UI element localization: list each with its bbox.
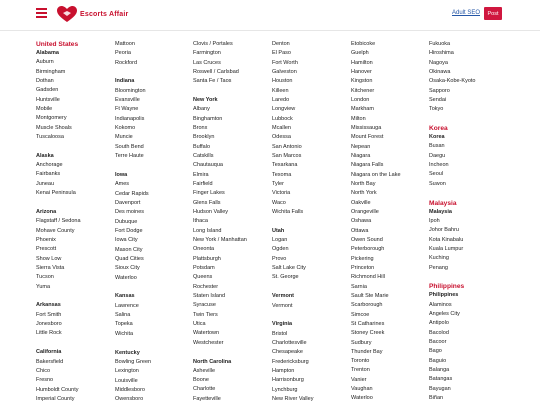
directory-column [36, 40, 114, 405]
region-section [429, 282, 507, 403]
city-link[interactable]: Sendai [429, 96, 447, 103]
city-link[interactable]: Fredericksburg [272, 358, 309, 365]
city-link[interactable]: Syracuse [193, 302, 216, 309]
region-section [272, 320, 350, 404]
city-link[interactable]: Chautauqua [193, 162, 223, 169]
city-link[interactable]: Watertown [193, 330, 220, 337]
region-section [351, 40, 429, 404]
city-link[interactable]: Wichita Falls [272, 208, 304, 215]
city-link[interactable]: Fairfield [193, 181, 213, 188]
region-section [193, 358, 271, 405]
region-section [429, 40, 507, 115]
city-link[interactable]: Bakersfield [36, 358, 64, 365]
city-link[interactable]: Niagara Falls [351, 162, 384, 169]
city-link[interactable]: Waterloo [115, 274, 137, 281]
city-link[interactable]: Bacolod [429, 329, 449, 336]
city-link[interactable]: Topeka [115, 321, 133, 328]
region-heading[interactable]: Malaysia [429, 208, 452, 215]
city-link[interactable]: Mount Forest [351, 134, 384, 141]
city-link[interactable]: Rockford [115, 59, 138, 66]
region-section [193, 40, 271, 87]
city-link[interactable]: Tucson [36, 274, 54, 281]
city-link[interactable]: Middlesboro [115, 386, 145, 393]
city-link[interactable]: Etobicoke [351, 41, 376, 47]
city-link[interactable]: Fukuoka [429, 41, 451, 47]
city-link[interactable]: Flagstaff / Sedona [36, 218, 81, 225]
city-link[interactable]: Kokomo [115, 125, 136, 132]
city-link[interactable]: Laredo [272, 96, 290, 103]
city-link[interactable]: Fort Worth [272, 59, 298, 66]
city-link[interactable]: Busan [429, 143, 445, 150]
city-link[interactable]: Logan [272, 237, 288, 244]
city-link[interactable]: Gadsden [36, 87, 59, 94]
city-link[interactable]: Ogden [272, 246, 289, 253]
city-link[interactable]: Incheon [429, 162, 449, 169]
logo-text: Escorts Affair [80, 10, 129, 18]
city-link[interactable]: St Catharines [351, 320, 385, 327]
city-link[interactable]: Richmond Hill [351, 274, 385, 281]
city-link[interactable]: Evansville [115, 97, 140, 104]
region-heading[interactable]: Alabama [36, 50, 59, 56]
header-divider [0, 30, 540, 31]
site-header [0, 0, 540, 30]
city-link[interactable]: Vermont [272, 302, 293, 309]
city-link[interactable]: Milton [351, 115, 366, 122]
directory-column [193, 40, 271, 405]
city-link[interactable]: Ithaca [193, 218, 208, 225]
city-link[interactable]: Staten Island [193, 293, 226, 300]
city-link[interactable]: Simcoe [351, 311, 370, 318]
city-link[interactable]: Thunder Bay [351, 348, 383, 355]
adult-seo-link[interactable]: Adult SEO [452, 10, 481, 16]
city-link[interactable]: Ames [115, 181, 130, 188]
city-link[interactable]: Stoney Creek [351, 330, 385, 337]
city-link[interactable]: Tuscaloosa [36, 133, 64, 140]
city-link[interactable]: Killeen [272, 87, 289, 94]
city-link[interactable]: Texoma [272, 171, 292, 178]
region-heading[interactable]: Kansas [115, 293, 135, 300]
city-link[interactable]: Birmingham [36, 68, 66, 75]
region-heading[interactable]: Virginia [272, 321, 293, 328]
city-link[interactable]: Charlottesville [272, 340, 307, 347]
city-link[interactable]: Toronto [351, 358, 370, 365]
city-link[interactable]: Terre Haute [115, 153, 144, 160]
region-section [36, 208, 114, 292]
city-link[interactable]: Imperial County [36, 395, 75, 402]
city-link[interactable]: Louisville [115, 377, 138, 384]
post-button[interactable]: Post [484, 7, 502, 20]
city-link[interactable]: Mason City [115, 246, 143, 253]
city-link[interactable]: San Antonio [272, 143, 302, 150]
city-link[interactable]: Montgomery [36, 115, 67, 122]
city-link[interactable]: North York [351, 190, 377, 197]
city-link[interactable]: Farmington [193, 50, 221, 57]
region-section [115, 77, 193, 161]
city-link[interactable]: Peterborough [351, 246, 385, 253]
city-link[interactable]: Sudbury [351, 339, 372, 346]
region-section [115, 171, 193, 283]
heart-logo-icon [56, 5, 78, 23]
city-link[interactable]: Sapporo [429, 87, 450, 94]
city-link[interactable]: Roswell / Carlsbad [193, 68, 239, 75]
city-link[interactable]: Niagara on the Lake [351, 171, 401, 178]
city-link[interactable]: Fayetteville [193, 395, 221, 402]
city-link[interactable]: Las Cruces [193, 59, 221, 66]
city-link[interactable]: Bacoor [429, 339, 447, 346]
city-link[interactable]: Twin Tiers [193, 311, 218, 318]
site-logo[interactable] [56, 5, 128, 23]
city-link[interactable]: Osaka-Kobe-Kyoto [429, 78, 476, 85]
city-link[interactable]: Muscle Shoals [36, 124, 72, 131]
city-link[interactable]: Harrisonburg [272, 377, 304, 384]
region-section [115, 349, 193, 405]
city-link[interactable]: Lawrence [115, 302, 139, 309]
city-link[interactable]: Kingston [351, 78, 373, 85]
region-heading[interactable]: Arkansas [36, 302, 61, 309]
city-link[interactable]: Orangeville [351, 208, 379, 215]
city-link[interactable]: Angeles City [429, 311, 460, 318]
city-link[interactable]: Guelph [351, 50, 369, 57]
region-section [115, 40, 193, 68]
city-link[interactable]: Muncie [115, 134, 133, 141]
city-link[interactable]: Victoria [272, 190, 291, 197]
city-link[interactable]: Penang [429, 264, 448, 271]
city-link[interactable]: St. George [272, 274, 299, 281]
city-link[interactable]: Kenai Peninsula [36, 190, 76, 197]
city-link[interactable]: Sarnia [351, 283, 367, 290]
city-link[interactable]: Lexington [115, 368, 139, 375]
directory-column [429, 40, 507, 405]
city-link[interactable]: Owen Sound [351, 236, 383, 243]
city-link[interactable]: Balanga [429, 367, 450, 374]
city-link[interactable]: Asheville [193, 367, 216, 374]
city-link[interactable]: Fort Dodge [115, 227, 143, 234]
city-link[interactable]: Indianapolis [115, 115, 145, 122]
city-link[interactable]: Sioux City [115, 265, 140, 272]
city-link[interactable]: Mattoon [115, 41, 135, 47]
city-link[interactable]: London [351, 96, 370, 103]
city-link[interactable]: Galveston [272, 68, 297, 75]
region-heading[interactable]: Iowa [115, 171, 128, 178]
city-link[interactable]: Cedar Rapids [115, 190, 149, 197]
region-section [193, 96, 271, 348]
city-link[interactable]: Finger Lakes [193, 190, 225, 197]
region-section [272, 227, 350, 283]
city-link[interactable]: Catskills [193, 153, 214, 160]
city-link[interactable]: New River Valley [272, 395, 314, 402]
city-link[interactable]: Quad Cities [115, 255, 144, 262]
city-link[interactable]: Bayugan [429, 385, 451, 392]
region-heading[interactable]: Kentucky [115, 349, 140, 356]
city-link[interactable]: Dothan [36, 77, 54, 84]
city-link[interactable]: Chico [36, 367, 51, 374]
city-link[interactable]: Oakville [351, 199, 371, 206]
city-link[interactable]: Mobile [36, 105, 53, 112]
city-link[interactable]: Vanier [351, 376, 367, 383]
city-link[interactable]: Plattsburgh [193, 255, 221, 262]
region-heading[interactable]: California [36, 349, 62, 356]
city-link[interactable]: Juneau [36, 180, 55, 187]
city-link[interactable]: Fort Smith [36, 311, 62, 318]
city-link[interactable]: Bowling Green [115, 358, 152, 365]
city-link[interactable]: Houston [272, 78, 293, 85]
region-heading[interactable]: Alaska [36, 152, 54, 159]
city-link[interactable]: Mcallen [272, 124, 291, 131]
city-link[interactable]: Antipolo [429, 320, 449, 327]
city-link[interactable]: Hanover [351, 68, 372, 75]
region-section [36, 40, 114, 142]
city-link[interactable]: Batangas [429, 376, 453, 383]
country-heading[interactable]: Philippines [429, 283, 465, 291]
city-link[interactable]: Little Rock [36, 330, 62, 337]
region-section [272, 292, 350, 311]
city-link[interactable]: Fresno [36, 377, 54, 384]
city-link[interactable]: Waterloo [351, 395, 373, 402]
city-link[interactable]: Boone [193, 377, 209, 384]
city-link[interactable]: Huntsville [36, 96, 60, 103]
city-link[interactable]: Longview [272, 106, 296, 113]
city-link[interactable]: Long Island [193, 227, 222, 234]
city-link[interactable]: Seoul [429, 171, 444, 178]
city-link[interactable]: Mississauga [351, 124, 382, 131]
country-heading[interactable]: Malaysia [429, 199, 457, 207]
city-link[interactable]: Prescott [36, 246, 57, 253]
region-heading[interactable]: Vermont [272, 293, 295, 300]
city-link[interactable]: Lubbock [272, 115, 293, 122]
city-link[interactable]: Binghamton [193, 115, 223, 122]
city-link[interactable]: Hampton [272, 368, 295, 374]
city-link[interactable]: Yuma [36, 283, 51, 290]
city-link[interactable]: Rochester [193, 283, 219, 290]
city-link[interactable]: Westchester [193, 339, 224, 346]
city-link[interactable]: Bristol [272, 330, 288, 337]
city-link[interactable]: Brooklyn [193, 134, 215, 141]
city-link[interactable]: North Bay [351, 180, 376, 187]
city-link[interactable]: Bloomington [115, 87, 146, 94]
city-link[interactable]: Kuala Lumpur [429, 245, 464, 252]
region-heading[interactable]: Indiana [115, 78, 135, 85]
city-link[interactable]: Chesapeake [272, 349, 303, 356]
city-link[interactable]: Princeton [351, 264, 375, 271]
city-link[interactable]: Davenport [115, 199, 141, 206]
region-section [36, 348, 114, 404]
region-heading[interactable]: New York [193, 97, 218, 104]
city-link[interactable]: Alaminos [429, 301, 452, 308]
city-link[interactable]: Albany [193, 106, 210, 113]
country-heading[interactable]: Korea [429, 125, 448, 133]
region-heading[interactable]: Arizona [36, 208, 57, 215]
city-link[interactable]: Santa Fe / Taos [193, 78, 232, 85]
city-link[interactable]: Daegu [429, 152, 446, 159]
region-heading[interactable]: Philippines [429, 292, 459, 299]
region-section [429, 124, 507, 189]
city-link[interactable]: Fairbanks [36, 171, 61, 178]
directory-column [351, 40, 429, 405]
city-link[interactable]: Tokyo [429, 106, 444, 113]
city-link[interactable]: Markham [351, 106, 374, 113]
city-link[interactable]: Mohave County [36, 227, 75, 234]
city-link[interactable]: Jonesboro [36, 321, 62, 328]
city-link[interactable]: Sierra Vista [36, 264, 65, 271]
city-link[interactable]: Kitchener [351, 87, 375, 94]
city-link[interactable]: Nepean [351, 143, 371, 150]
city-link[interactable]: Nagoya [429, 59, 448, 66]
directory-column [272, 40, 350, 405]
city-link[interactable]: Phoenix [36, 236, 56, 243]
city-link[interactable]: Glens Falls [193, 199, 221, 206]
city-link[interactable]: Bronx [193, 125, 208, 132]
city-link[interactable]: Texarkana [272, 162, 298, 169]
city-link[interactable]: Sault Ste Marie [351, 292, 389, 299]
city-link[interactable]: Wichita [115, 330, 134, 337]
city-link[interactable]: Tyler [272, 180, 284, 187]
city-link[interactable]: Show Low [36, 255, 62, 262]
city-link[interactable]: Okinawa [429, 68, 451, 75]
city-link[interactable]: Owensboro [115, 396, 144, 403]
city-link[interactable]: Elmira [193, 171, 209, 178]
city-link[interactable]: Denton [272, 41, 290, 47]
city-link[interactable]: Clovis / Portales [193, 41, 233, 47]
city-link[interactable]: Salina [115, 312, 131, 319]
city-link[interactable]: Vaughan [351, 386, 373, 393]
city-link[interactable]: Waco [272, 199, 286, 206]
city-link[interactable]: Johor Bahru [429, 227, 459, 234]
city-link[interactable]: Hudson Valley [193, 209, 229, 216]
city-link[interactable]: Odessa [272, 134, 291, 141]
city-link[interactable]: Des moines [115, 209, 145, 216]
city-link[interactable]: El Paso [272, 50, 291, 57]
city-link[interactable]: Utica [193, 321, 206, 328]
city-link[interactable]: San Marcos [272, 152, 302, 159]
city-link[interactable]: Iowa City [115, 237, 138, 244]
city-link[interactable]: Oshawa [351, 218, 372, 225]
city-link[interactable]: Oneonta [193, 246, 215, 253]
city-link[interactable]: Bago [429, 348, 442, 355]
city-link[interactable]: New York / Manhattan [193, 237, 247, 244]
city-link[interactable]: Auburn [36, 59, 54, 66]
region-heading[interactable]: Utah [272, 227, 285, 234]
city-link[interactable]: Biñan [429, 395, 444, 401]
city-link[interactable]: Scarborough [351, 302, 383, 309]
country-heading[interactable]: United States [36, 41, 79, 48]
city-link[interactable]: South Bend [115, 143, 144, 150]
city-link[interactable]: Niagara [351, 152, 371, 159]
region-section [36, 301, 114, 338]
city-link[interactable]: Kuching [429, 255, 449, 262]
region-section [36, 152, 114, 199]
region-heading[interactable]: Korea [429, 134, 445, 141]
city-link[interactable]: Pickering [351, 255, 374, 262]
city-link[interactable]: Hiroshima [429, 50, 454, 57]
city-link[interactable]: Lynchburg [272, 386, 298, 393]
city-link[interactable]: Hamilton [351, 59, 373, 66]
city-link[interactable]: Trenton [351, 367, 370, 374]
city-link[interactable]: Potsdam [193, 265, 215, 272]
region-section [115, 292, 193, 339]
city-link[interactable]: Humboldt County [36, 386, 79, 393]
city-link[interactable]: Ft Wayne [115, 106, 139, 113]
directory-column [115, 40, 193, 405]
region-section [272, 40, 350, 217]
city-link[interactable]: Salt Lake City [272, 265, 306, 272]
city-link[interactable]: Provo [272, 255, 287, 262]
city-link[interactable]: Ipoh [429, 217, 440, 224]
city-link[interactable]: Kota Kinabalu [429, 236, 464, 243]
city-link[interactable]: Peoria [115, 50, 131, 57]
city-link[interactable]: Ottawa [351, 227, 369, 234]
menu-icon[interactable] [36, 8, 47, 18]
city-link[interactable]: Buffalo [193, 143, 211, 150]
region-section [429, 199, 507, 273]
city-link[interactable]: Anchorage [36, 162, 63, 169]
city-link[interactable]: Dubuque [115, 218, 138, 225]
region-heading[interactable]: North Carolina [193, 358, 232, 365]
city-link[interactable]: Queens [193, 274, 213, 281]
city-link[interactable]: Charlotte [193, 386, 216, 393]
city-link[interactable]: Suwon [429, 180, 446, 187]
city-link[interactable]: Baguio [429, 357, 447, 364]
